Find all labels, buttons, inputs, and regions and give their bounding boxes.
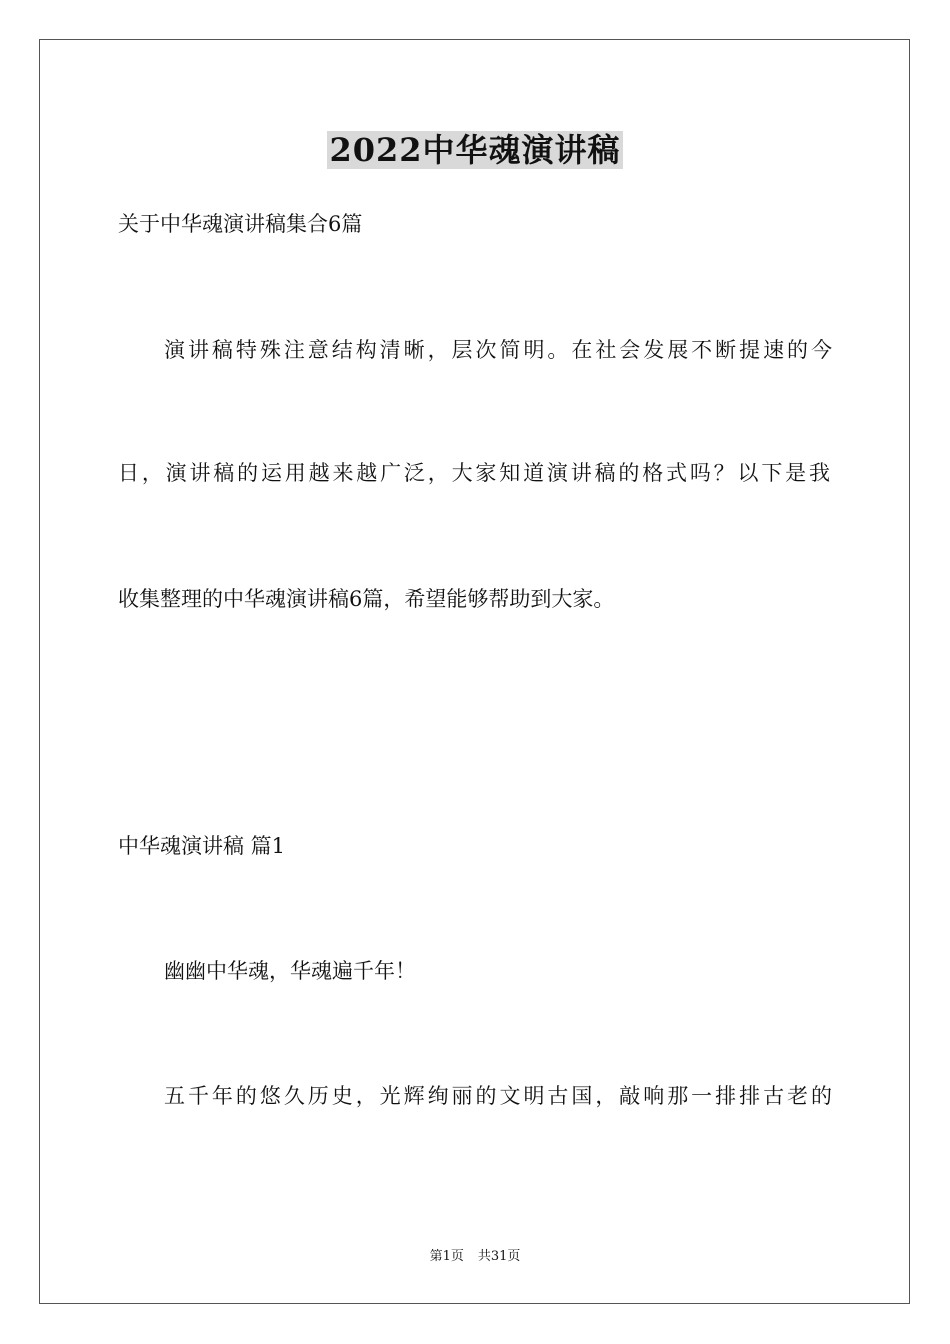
page-number: 第1页: [429, 1249, 464, 1264]
body-line-2: 五千年的悠久历史，光辉绚丽的文明古国，敲响那一排排古老的: [164, 1084, 832, 1108]
intro-line-3: 收集整理的中华魂演讲稿6篇，希望能够帮助到大家。: [118, 587, 615, 611]
page-total: 共31页: [477, 1249, 521, 1264]
section-heading: 中华魂演讲稿 篇1: [118, 834, 286, 858]
body-line-1: 幽幽中华魂，华魂遍千年！: [164, 959, 416, 983]
page-footer: [0, 1248, 950, 1266]
document-subtitle: 关于中华魂演讲稿集合6篇: [118, 212, 363, 236]
intro-line-2: 日，演讲稿的运用越来越广泛，大家知道演讲稿的格式吗？以下是我: [118, 461, 830, 485]
document-title: 2022中华魂演讲稿: [329, 131, 621, 169]
intro-line-1: 演讲稿特殊注意结构清晰，层次简明。在社会发展不断提速的今: [164, 338, 832, 362]
